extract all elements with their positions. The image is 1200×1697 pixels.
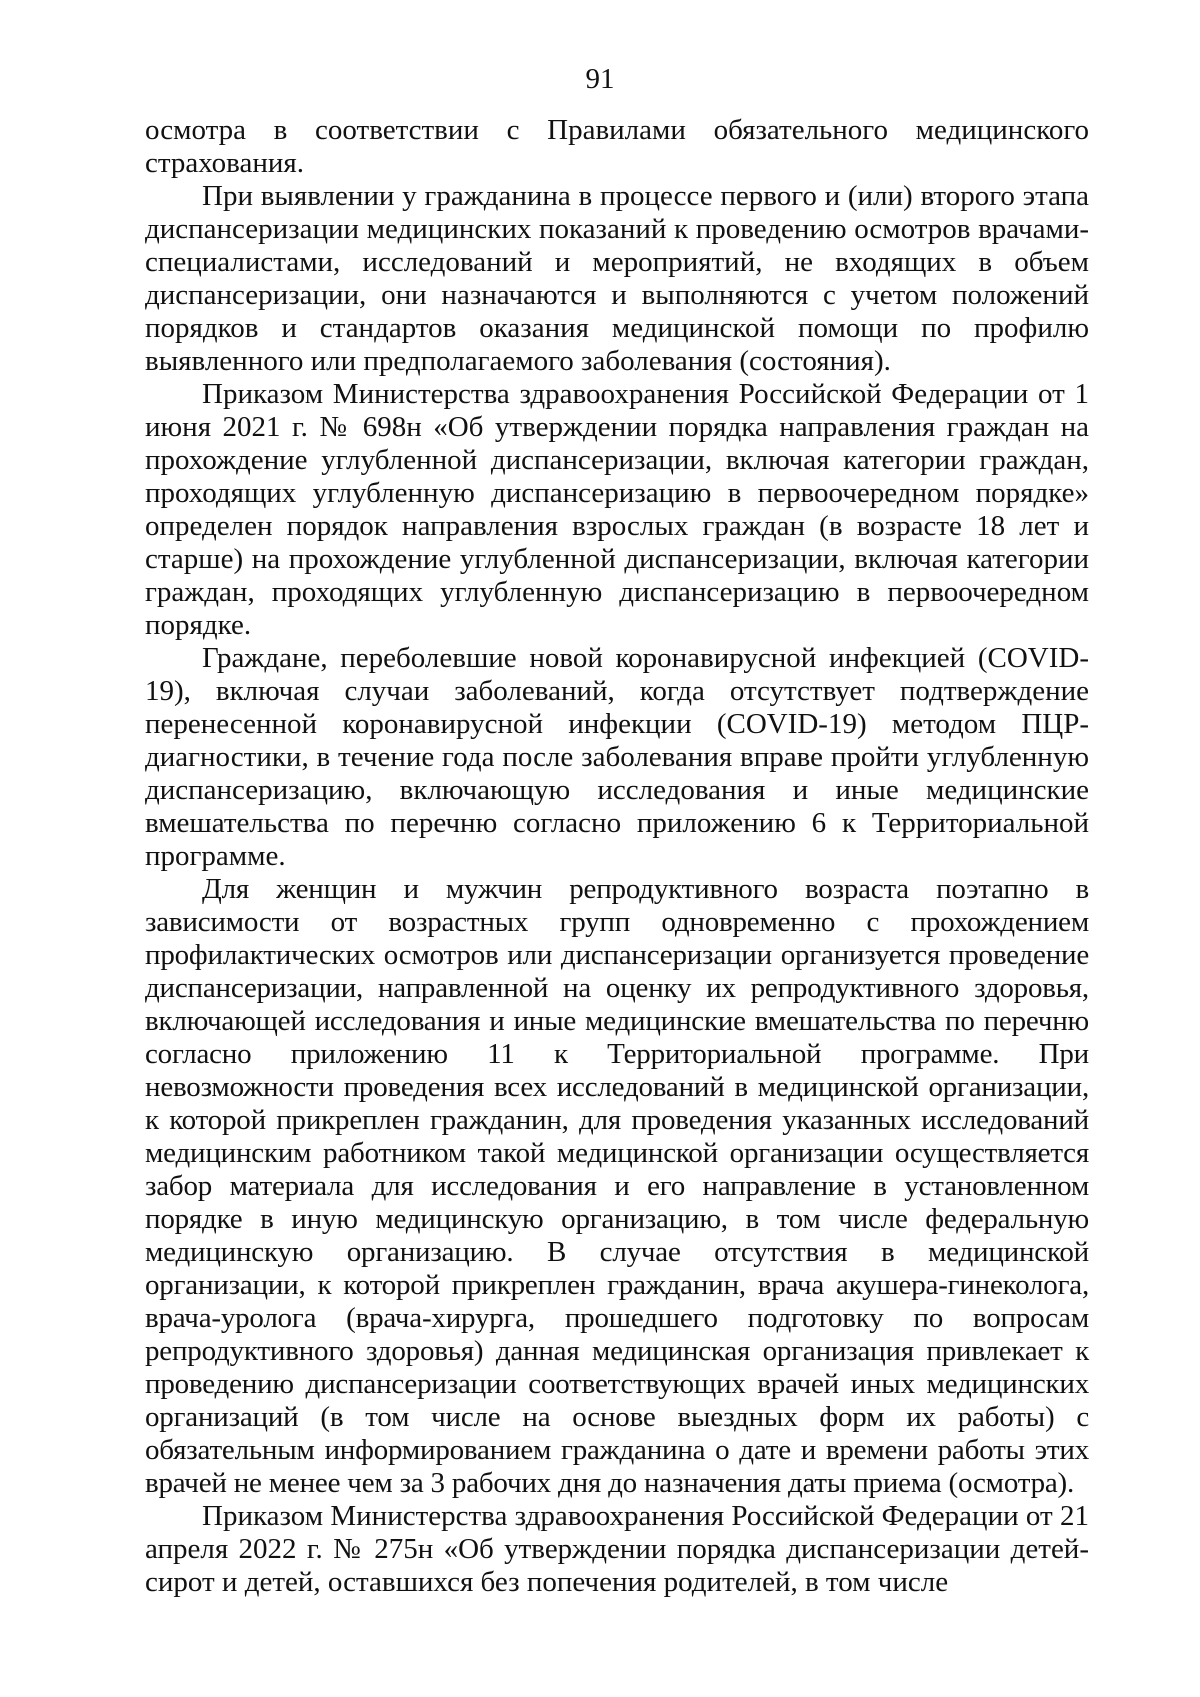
paragraph-covid-19: Граждане, переболевшие новой коронавирусной инфекцией (COVID-19), включая случаи заболеваний, когда отсутствует подтверждение перенесенной коронавирусной инфекции (COVID-19) методом ПЦР-диагностики, в течение года после заболевания вправе пройти углубленную диспансеризацию, включающую исследования и иные медицинские вмешательства по перечню согласно приложению 6 к Территориальной программе. — [145, 642, 1089, 872]
paragraph-order-698n: Приказом Министерства здравоохранения Российской Федерации от 1 июня 2021 г. № 698н «Об утверждении порядка направления граждан на прохождение углубленной диспансеризации, включая категории граждан, проходящих углубленную диспансеризацию в первоочередном порядке» определен порядок направления взрослых граждан (в возрасте 18 лет и старше) на прохождение углубленной диспансеризации, включая категории граждан, проходящих углубленную диспансеризацию в первоочередном порядке. — [145, 378, 1089, 641]
document-body — [145, 114, 1089, 1599]
paragraph-order-275n: Приказом Министерства здравоохранения Российской Федерации от 21 апреля 2022 г. № 275н «Об утверждении порядка диспансеризации детей-сирот и детей, оставшихся без попечения родителей, в том числе — [145, 1500, 1089, 1598]
page-number: 91 — [585, 63, 615, 95]
paragraph-continuation: осмотра в соответствии с Правилами обязательного медицинского страхования. — [145, 114, 1089, 179]
paragraph-reproductive-health: Для женщин и мужчин репродуктивного возраста поэтапно в зависимости от возрастных групп одновременно с прохождением профилактических осмотров или диспансеризации организуется проведение диспансеризации, направленной на оценку их репродуктивного здоровья, включающей исследования и иные медицинские вмешательства по перечню согласно приложению 11 к Территориальной программе. При невозможности проведения всех исследований в медицинской организации, к которой прикреплен гражданин, для проведения указанных исследований медицинским работником такой медицинской организации осуществляется забор материала для исследования и его направление в установленном порядке в иную медицинскую организацию, в том числе федеральную медицинскую организацию. В случае отсутствия в медицинской организации, к которой прикреплен гражданин, врача акушера-гинеколога, врача-уролога (врача-хирурга, прошедшего подготовку по вопросам репродуктивного здоровья) данная медицинская организация привлекает к проведению диспансеризации соответствующих врачей иных медицинских организаций (в том числе на основе выездных форм их работы) с обязательным информированием гражданина о дате и времени работы этих врачей не менее чем за 3 рабочих дня до назначения даты приема (осмотра). — [145, 873, 1089, 1499]
paragraph-medical-indications: При выявлении у гражданина в процессе первого и (или) второго этапа диспансеризации медицинских показаний к проведению осмотров врачами-специалистами, исследований и мероприятий, не входящих в объем диспансеризации, они назначаются и выполняются с учетом положений порядков и стандартов оказания медицинской помощи по профилю выявленного или предполагаемого заболевания (состояния). — [145, 180, 1089, 377]
